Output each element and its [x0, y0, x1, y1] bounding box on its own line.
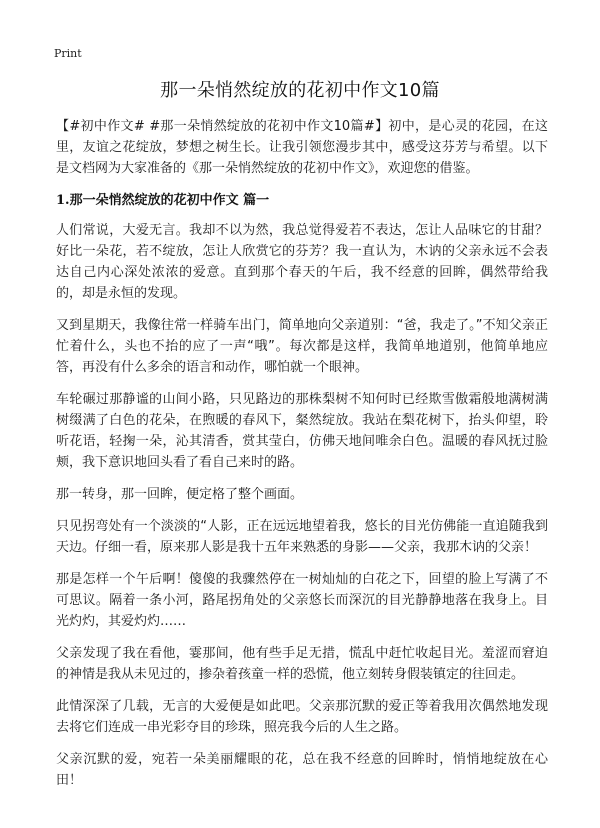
body-paragraph: 只见拐弯处有一个淡淡的“人影，正在远远地望着我，悠长的目光仿佛能一直追随我到天边。仔细一看，原来那人影是我十五年来熟悉的身影——父亲，我那木讷的父亲！: [56, 519, 548, 555]
body-paragraph: 那是怎样一个午后啊！傻傻的我骤然停在一树灿灿的白花之下，回望的脸上写满了不可思议。隔着一条小河，路尾拐角处的父亲悠长而深沉的目光静静地落在我身上。目光灼灼，其爱灼灼……: [56, 572, 548, 629]
intro-paragraph: 【#初中作文# #那一朵悄然绽放的花初中作文10篇#】初中，是心灵的花园，在这里，友谊之花绽放，梦想之树生长。让我引领您漫步其中，感受这芬芳与希望。以下是文档网为大家准备的《那一朵悄然绽放的花初中作文》，欢迎您的借鉴。: [56, 119, 548, 176]
page-title: 那一朵悄然绽放的花初中作文10篇: [160, 80, 440, 101]
body-paragraph: 此情深深了几载，无言的大爱便是如此吧。父亲那沉默的爱正等着我用次偶然地发现去将它们连成一串光彩夺目的珍珠，照亮我今后的人生之路。: [56, 699, 548, 735]
body-paragraph: 父亲沉默的爱，宛若一朵美丽耀眼的花，总在我不经意的回眸时，悄悄地绽放在心田！: [56, 752, 548, 788]
body-paragraph: 又到星期天，我像往常一样骑车出门，简单地向父亲道别：“爸，我走了。”不知父亲正忙着什么，头也不抬的应了一声“哦”。每次都是这样，我简单地道别，他简单地应答，再没有什么多余的语言和动作，哪怕就一个眼神。: [56, 318, 548, 375]
body-paragraph: 那一转身，那一回眸，便定格了整个画面。: [56, 487, 304, 502]
body-paragraph: 人们常说，大爱无言。我却不以为然，我总觉得爱若不表达，怎让人品味它的甘甜？好比一朵花，若不绽放，怎让人欣赏它的芬芳？我一直认为，木讷的父亲永远不会表达自己内心深处浓浓的爱意。直到那个春天的午后，我不经意的回眸，偶然带给我的，却是永恒的发现。: [56, 223, 548, 301]
document-body: [56, 116, 548, 802]
body-paragraph: 车轮碾过那静谧的山间小路，只见路边的那株梨树不知何时已经欺雪傲霜般地满树满树缀满了白色的花朵，在煦暖的春风下，粲然绽放。我站在梨花树下，抬头仰望，聆听花语，轻掬一朵，沁其清香，赏其莹白，仿佛天地间唯余白色。温暖的春风抚过脸颊，我下意识地回头看了看自己来时的路。: [56, 392, 548, 470]
section-heading: 1.那一朵悄然绽放的花初中作文 篇一: [56, 193, 270, 208]
body-paragraph: 父亲发现了我在看他，霎那间，他有些手足无措，慌乱中赶忙收起目光。羞涩而窘迫的神情是我从未见过的，掺杂着孩童一样的恐慌，他立刻转身假装镇定的往回走。: [56, 646, 548, 682]
print-label: Print: [54, 47, 82, 60]
